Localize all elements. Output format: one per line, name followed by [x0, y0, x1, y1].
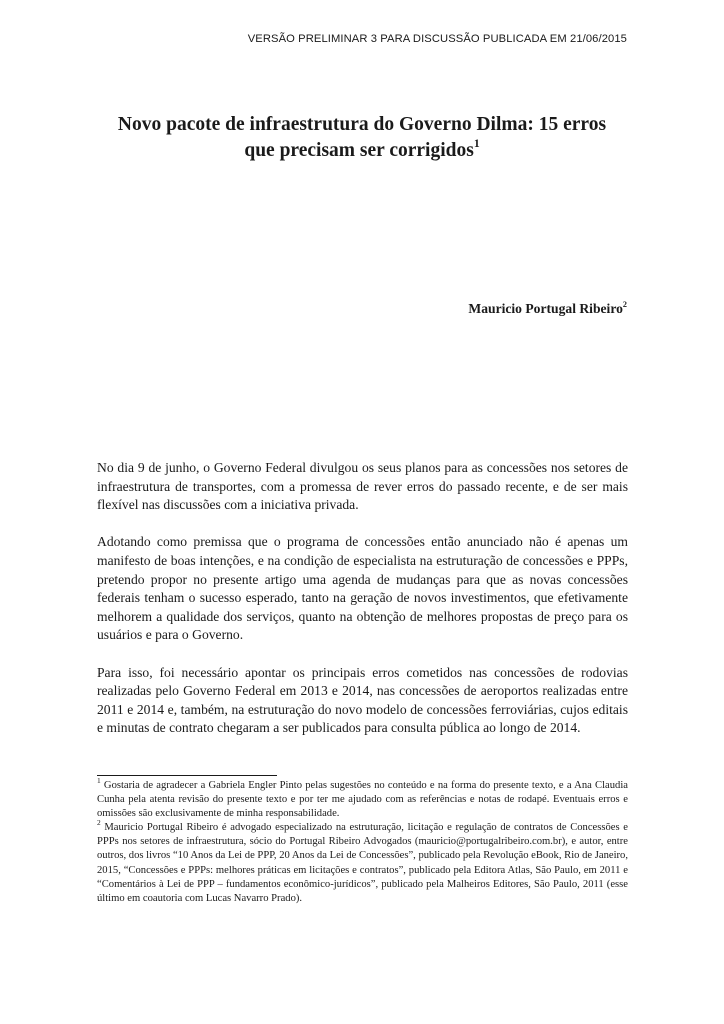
footnote-item	[97, 775, 628, 821]
author-name: Mauricio Portugal Ribeiro	[468, 301, 623, 316]
author-footnote-ref[interactable]: 2	[622, 299, 627, 309]
footnote-item	[97, 818, 628, 906]
article-title	[97, 112, 627, 164]
footnote-number: 2	[97, 818, 101, 828]
body-paragraph: Para isso, foi necessário apontar os principais erros cometidos nas concessões de rodovias realizadas pelo Governo Federal em 2013 e 2014, nas concessões de aeroportos realizadas entre 2011 e 2014 e, também, na estruturação do novo modelo de concessões ferroviárias, cujos editais e minutas de contrato chegaram a ser publicados para consulta pública ao longo de 2014.	[97, 664, 628, 736]
title-footnote-ref[interactable]: 1	[473, 137, 480, 151]
footnote-separator	[97, 775, 277, 776]
draft-version-note: VERSÃO PRELIMINAR 3 PARA DISCUSSÃO PUBLICADA EM 21/06/2015	[247, 33, 627, 45]
author-byline	[468, 301, 627, 317]
body-paragraph: No dia 9 de junho, o Governo Federal divulgou os seus planos para as concessões nos setores de infraestrutura de transportes, com a promessa de rever erros do passado recente, e de ser mais flexível nas discussões com a iniciativa privada.	[97, 460, 628, 513]
title-line-1: Novo pacote de infraestrutura do Governo Dilma: 15 erros	[117, 114, 607, 135]
footnote-text: Mauricio Portugal Ribeiro é advogado especializado na estruturação, licitação e regulação de contratos de Concessões e PPPs nos setores de infraestrutura, sócio do Portugal Ribeiro Advogados (mauricio@portugalribeiro.com.br), e autor, entre outros, dos livros “10 Anos da Lei de PPP, 20 Anos da Lei de Concessões”, publicado pela Revolução eBook, Rio de Janeiro, 2015, “Concessões e PPPs: melhores práticas em licitações e contratos”, publicado pela Editora Atlas, São Paulo, em 2011 e “Comentários à Lei de PPP – fundamentos econômico-jurídicos”, publicado pela Malheiros Editores, São Paulo, 2011 (esse último em coautoria com Lucas Navarro Prado).	[97, 822, 628, 904]
article-body	[97, 459, 628, 757]
footnotes-section	[97, 775, 628, 906]
footnote-number: 1	[97, 775, 101, 785]
footnote-text: Gostaria de agradecer a Gabriela Engler Pinto pelas sugestões no conteúdo e na forma do presente texto, e a Ana Claudia Cunha pela atenta revisão do presente texto e por ter me ajudado com as referências e notas de rodapé. Eventuais erros e omissões são exclusivamente de minha responsabilidade.	[97, 780, 628, 820]
title-line-2: que precisam ser corrigidos	[244, 140, 474, 161]
body-paragraph: Adotando como premissa que o programa de concessões então anunciado não é apenas um manifesto de boas intenções, e na condição de especialista na estruturação de concessões e PPPs, pretendo propor no presente artigo uma agenda de mudanças para que as novas concessões federais tenham o sucesso esperado, tanto na geração de novos investimentos, que efetivamente melhorem a qualidade dos serviços, quanto na obtenção de melhores propostas de preço para os usuários e para o Governo.	[97, 534, 628, 643]
